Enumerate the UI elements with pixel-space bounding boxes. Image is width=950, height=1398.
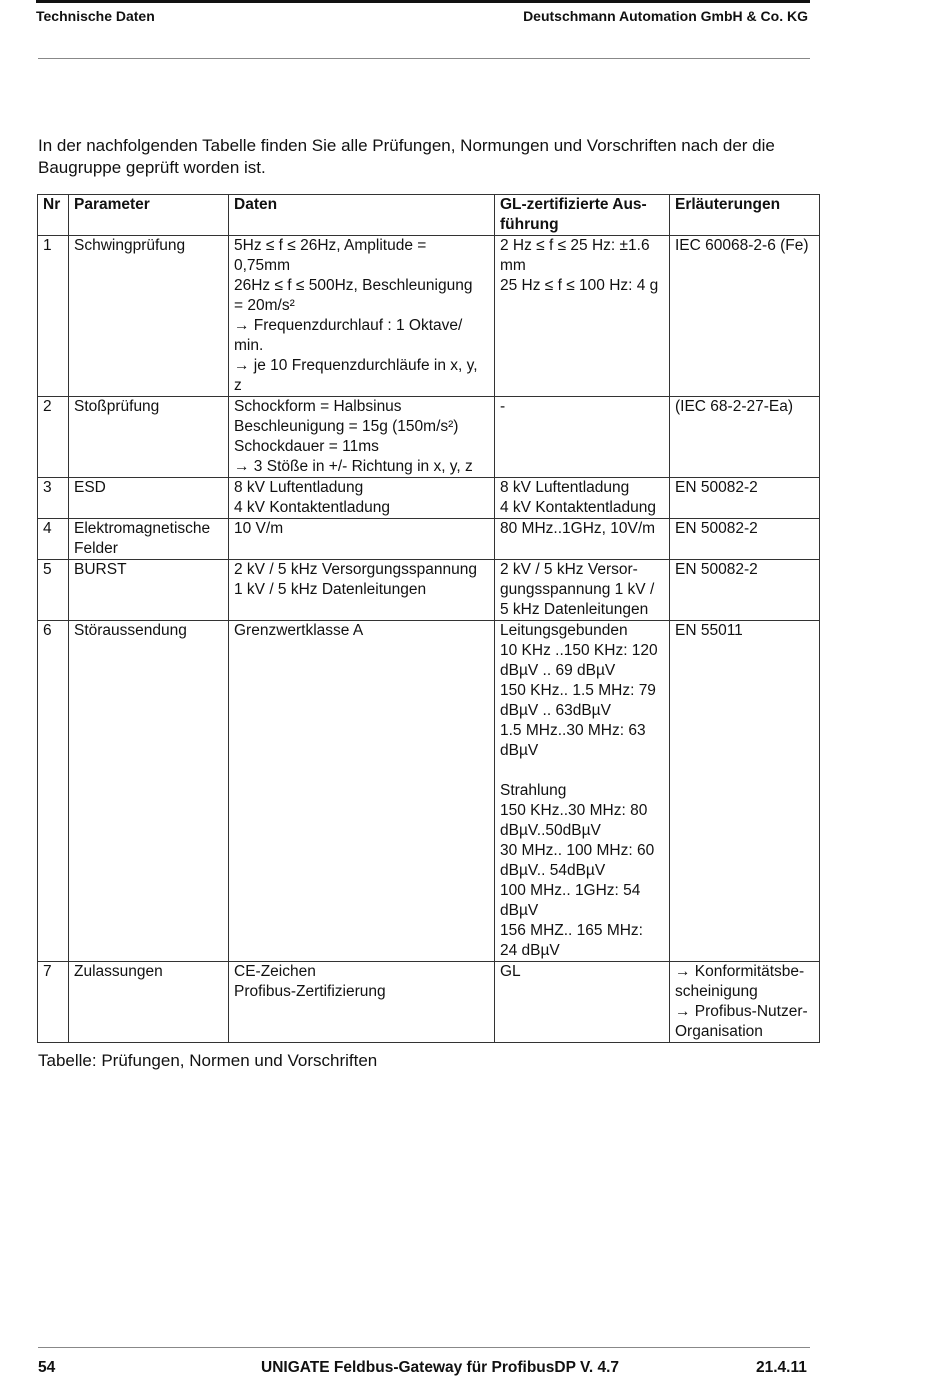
- cell-daten: Grenzwertklasse A: [229, 621, 495, 962]
- table-row: [38, 236, 820, 397]
- footer-page-number: 54: [38, 1359, 56, 1376]
- cell-nr: 7: [38, 962, 69, 1043]
- table-row: [38, 621, 820, 962]
- cell-erlaeuterungen: → Konformitätsbe- scheinigung → Profibus-Nutzer- Organisation: [670, 962, 820, 1043]
- cell-gl: GL: [495, 962, 670, 1043]
- table-caption: Tabelle: Prüfungen, Normen und Vorschriften: [38, 1051, 378, 1070]
- cell-parameter: Zulassungen: [69, 962, 229, 1043]
- specification-table: [37, 194, 820, 1043]
- column-header-gl: GL-zertifizierte Aus- führung: [495, 195, 670, 236]
- table-row: [38, 519, 820, 560]
- cell-daten: 8 kV Luftentladung 4 kV Kontaktentladung: [229, 478, 495, 519]
- cell-nr: 3: [38, 478, 69, 519]
- cell-parameter: Schwingprüfung: [69, 236, 229, 397]
- column-header-nr: Nr: [38, 195, 69, 236]
- table-header-row: [38, 195, 820, 236]
- cell-parameter: BURST: [69, 560, 229, 621]
- footer-document-title: UNIGATE Feldbus-Gateway für ProfibusDP V. 4.7: [261, 1359, 620, 1376]
- cell-erlaeuterungen: EN 50082-2: [670, 560, 820, 621]
- cell-daten: 2 kV / 5 kHz Versorgungsspannung 1 kV / 5 kHz Datenleitungen: [229, 560, 495, 621]
- column-header-parameter: Parameter: [69, 195, 229, 236]
- table-row: [38, 560, 820, 621]
- column-header-erlaeuterungen: Erläuterungen: [670, 195, 820, 236]
- cell-erlaeuterungen: EN 50082-2: [670, 478, 820, 519]
- cell-gl: 2 Hz ≤ f ≤ 25 Hz: ±1.6 mm 25 Hz ≤ f ≤ 100 Hz: 4 g: [495, 236, 670, 397]
- cell-gl: 8 kV Luftentladung 4 kV Kontaktentladung: [495, 478, 670, 519]
- cell-daten: 5Hz ≤ f ≤ 26Hz, Amplitude = 0,75mm 26Hz ≤ f ≤ 500Hz, Beschleunigung = 20m/s² → Frequenzdurchlauf : 1 Oktave/ min. → je 10 Frequenzdurchläufe in x, y, z: [229, 236, 495, 397]
- cell-nr: 4: [38, 519, 69, 560]
- cell-nr: 1: [38, 236, 69, 397]
- intro-paragraph: In der nachfolgenden Tabelle finden Sie alle Prüfungen, Normungen und Vorschriften nach der die Baugruppe geprüft worden ist.: [38, 136, 775, 177]
- cell-parameter: Elektromagnetische Felder: [69, 519, 229, 560]
- cell-erlaeuterungen: IEC 60068-2-6 (Fe): [670, 236, 820, 397]
- cell-daten: Schockform = Halbsinus Beschleunigung = 15g (150m/s²) Schockdauer = 11ms → 3 Stöße in +/- Richtung in x, y, z: [229, 397, 495, 478]
- table-row: [38, 397, 820, 478]
- top-rule: [36, 0, 810, 3]
- header-rule: [38, 58, 810, 59]
- cell-parameter: Störaussendung: [69, 621, 229, 962]
- cell-erlaeuterungen: (IEC 68-2-27-Ea): [670, 397, 820, 478]
- footer-date: 21.4.11: [756, 1359, 807, 1376]
- cell-erlaeuterungen: EN 55011: [670, 621, 820, 962]
- header-section-title: Technische Daten: [36, 8, 155, 24]
- cell-erlaeuterungen: EN 50082-2: [670, 519, 820, 560]
- table-row: [38, 478, 820, 519]
- cell-gl: Leitungsgebunden 10 KHz ..150 KHz: 120 dBµV .. 69 dBµV 150 KHz.. 1.5 MHz: 79 dBµV .. 63dBµV 1.5 MHz..30 MHz: 63 dBµV Strahlung 150 KHz..30 MHz: 80 dBµV..50dBµV 30 MHz.. 100 MHz: 60 dBµV.. 54dBµV 100 MHz.. 1GHz: 54 dBµV 156 MHZ.. 165 MHz: 24 dBµV: [495, 621, 670, 962]
- footer-rule: [38, 1347, 810, 1348]
- cell-nr: 6: [38, 621, 69, 962]
- header-company: Deutschmann Automation GmbH & Co. KG: [523, 8, 808, 24]
- cell-gl: 2 kV / 5 kHz Versor- gungsspannung 1 kV / 5 kHz Datenleitungen: [495, 560, 670, 621]
- cell-gl: 80 MHz..1GHz, 10V/m: [495, 519, 670, 560]
- cell-nr: 5: [38, 560, 69, 621]
- cell-parameter: ESD: [69, 478, 229, 519]
- column-header-daten: Daten: [229, 195, 495, 236]
- cell-nr: 2: [38, 397, 69, 478]
- cell-daten: 10 V/m: [229, 519, 495, 560]
- cell-gl: -: [495, 397, 670, 478]
- cell-parameter: Stoßprüfung: [69, 397, 229, 478]
- cell-daten: CE-Zeichen Profibus-Zertifizierung: [229, 962, 495, 1043]
- table-row: [38, 962, 820, 1043]
